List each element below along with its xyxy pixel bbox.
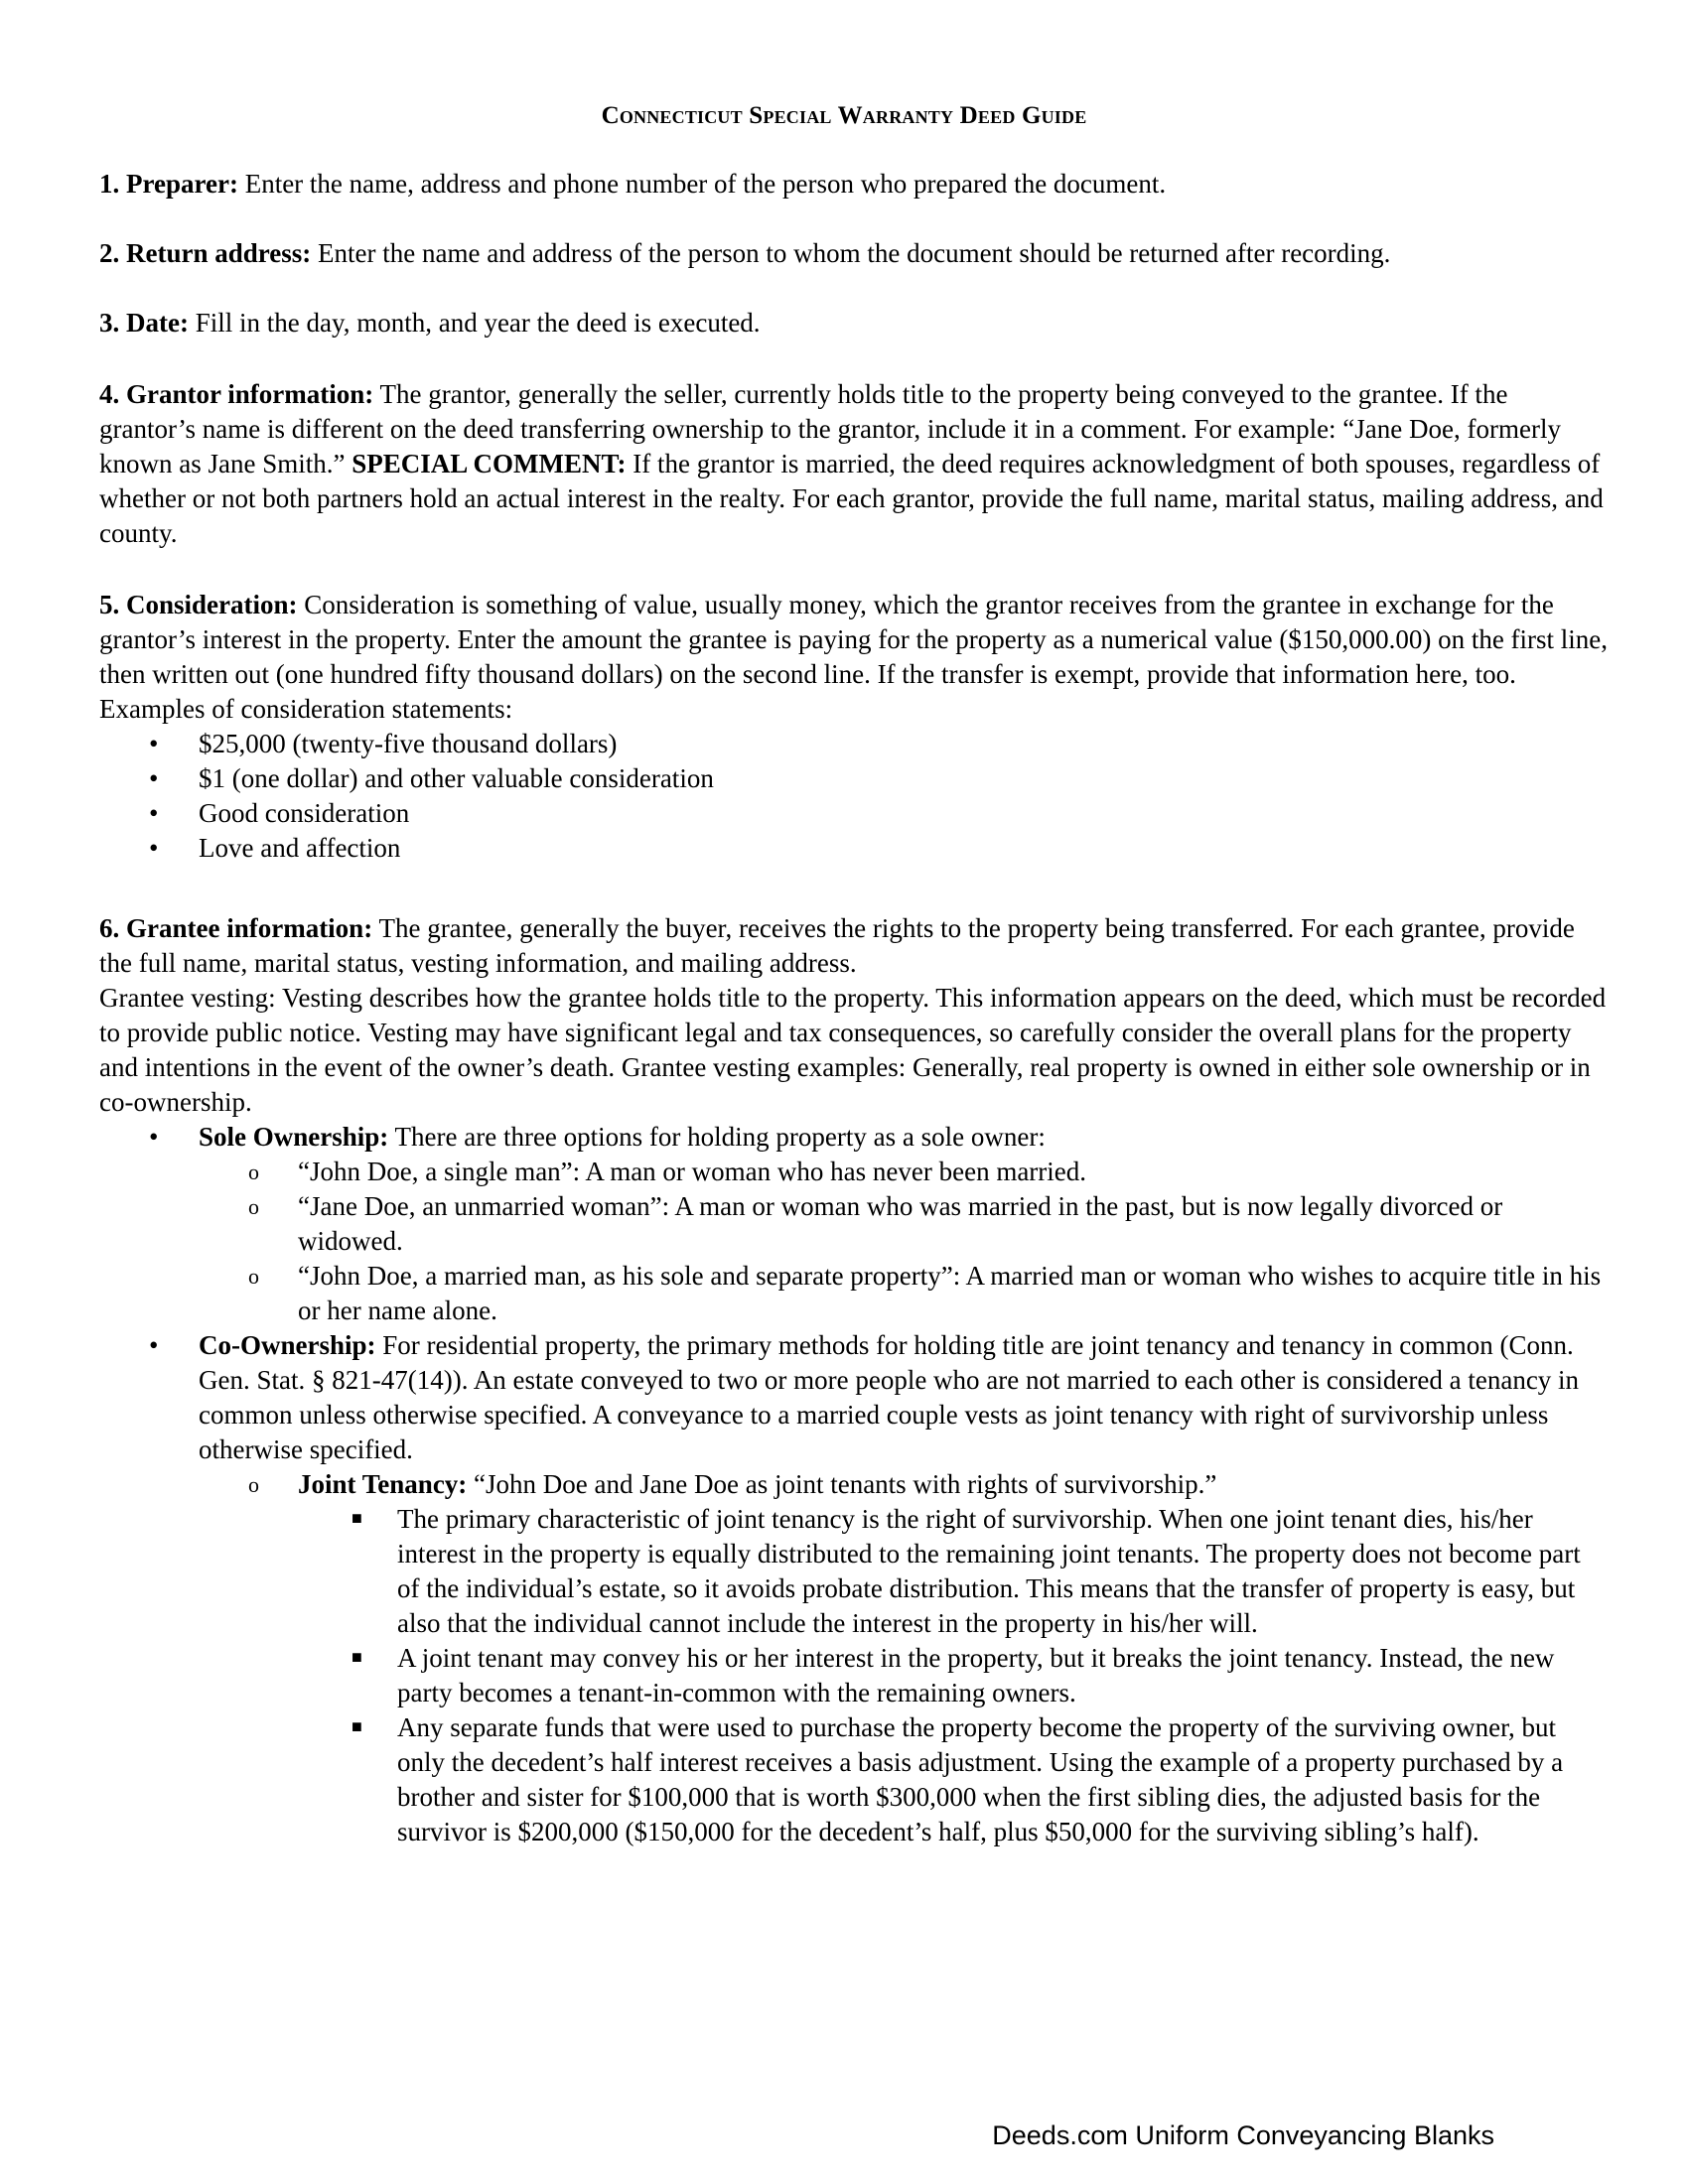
consideration-label: 5. Consideration: [99, 590, 298, 619]
joint-tenancy-label: Joint Tenancy: [298, 1469, 468, 1499]
grantee-vesting: Grantee vesting: Vesting describes how the grantee holds title to the property. This information appears on the deed, which must be recorded to provide public notice. Vesting may have significant legal and tax consequences, so carefully consider the overall plans for the property and intentions in the event of the owner’s death. Grantee vesting examples: Generally, real property is owned in either sole ownership or in co-ownership. [99, 983, 1607, 1117]
consideration-text: Consideration is something of value, usually money, which the grantor receives from the grantee in exchange for the grantor’s interest in the property. Enter the amount the grantee is paying for the property as a numerical value ($150,000.00) on the first line, then written out (one hundred fifty thousand dollars) on the second line. If the transfer is exempt, provide that information here, too. Examples of consideration statements: [99, 590, 1609, 724]
circle-bullet-icon: o [248, 1160, 259, 1184]
list-item: o “John Doe, a single man”: A man or woman who has never been married. [99, 1155, 1609, 1189]
section-grantor [99, 377, 1609, 551]
list-item: • Love and affection [99, 831, 1609, 866]
bullet-icon: • [149, 1330, 159, 1360]
bullet-icon: • [149, 798, 159, 828]
sole-ownership-item [99, 1120, 1609, 1328]
consideration-examples [99, 727, 1609, 866]
co-ownership-label: Co-Ownership: [199, 1330, 376, 1360]
sole-ownership-label: Sole Ownership: [199, 1122, 389, 1152]
return-address-text: Enter the name and address of the person to whom the document should be returned after recording. [311, 238, 1391, 268]
bullet-icon: • [149, 833, 159, 863]
bullet-icon: • [149, 729, 159, 758]
section-consideration [99, 588, 1609, 866]
co-ownership-options [99, 1467, 1609, 1849]
square-bullet-icon: ■ [352, 1647, 362, 1667]
grantee-text: The grantee, generally the buyer, receives the rights to the property being transferred. For each grantee, provide the full name, marital status, vesting information, and mailing address. [99, 913, 1575, 978]
joint-tenancy-points [99, 1502, 1609, 1849]
section-grantee [99, 911, 1609, 1849]
list-item: • $25,000 (twenty-five thousand dollars) [99, 727, 1609, 761]
joint-tenancy-text: “John Doe and Jane Doe as joint tenants with rights of survivorship.” [467, 1469, 1217, 1499]
preparer-label: 1. Preparer: [99, 169, 238, 199]
joint-tenancy-item [99, 1467, 1609, 1849]
grantor-text-2: If the grantor is married, the deed requires acknowledgment of both spouses, regardless of whether or not both partners hold an actual interest in the realty. For each grantor, provide the full name, marital status, mailing address, and county. [99, 449, 1604, 548]
co-ownership-item [99, 1328, 1609, 1849]
list-item: o “John Doe, a married man, as his sole and separate property”: A married man or woman who wishes to acquire title in his or her name alone. [248, 1261, 1602, 1325]
bullet-icon: • [149, 763, 159, 793]
list-item: • Good consideration [99, 796, 1609, 831]
footer-text: Deeds.com Uniform Conveyancing Blanks [992, 2120, 1494, 2150]
list-item: ■ The primary characteristic of joint tenancy is the right of survivorship. When one joint tenant dies, his/her interest in the property is equally distributed to the remaining joint tenants. The property does not become part of the individual’s estate, so it avoids probate distribution. This means that the transfer of property is easy, but also that the individual cannot include the interest in the property in his/her will. [99, 1502, 1609, 1641]
grantor-label: 4. Grantor information: [99, 379, 374, 409]
circle-bullet-icon: o [248, 1194, 259, 1219]
circle-bullet-icon: o [248, 1264, 259, 1289]
return-address-label: 2. Return address: [99, 238, 312, 268]
document-title: Connecticut Special Warranty Deed Guide [601, 102, 1087, 129]
list-item: • $1 (one dollar) and other valuable consideration [99, 761, 1609, 796]
square-bullet-icon: ■ [352, 1508, 362, 1528]
list-item: o “Jane Doe, an unmarried woman”: A man or woman who was married in the past, but is now legally divorced or widowed. [248, 1191, 1503, 1256]
co-ownership-text: For residential property, the primary methods for holding title are joint tenancy and tenancy in common (Conn. Gen. Stat. § 821-47(14)). An estate conveyed to two or more people who are not married to each other is considered a tenancy in common unless otherwise specified. A conveyance to a married couple vests as joint tenancy with right of survivorship unless otherwise specified. [199, 1330, 1580, 1464]
grantee-label: 6. Grantee information: [99, 913, 373, 943]
list-item: ■ Any separate funds that were used to purchase the property become the property of the surviving owner, but only the decedent’s half interest receives a basis adjustment. Using the example of a property purchased by a brother and sister for $100,000 that is worth $300,000 when the first sibling dies, the adjusted basis for the survivor is $200,000 ($150,000 for the decedent’s half, plus $50,000 for the surviving sibling’s half). [99, 1710, 1609, 1849]
section-date [99, 306, 1609, 341]
sole-ownership-options [99, 1155, 1609, 1328]
section-preparer [99, 167, 1609, 202]
section-return-address [99, 236, 1609, 271]
sole-ownership-text: There are three options for holding property as a sole owner: [388, 1122, 1046, 1152]
bullet-icon: • [149, 1122, 159, 1152]
square-bullet-icon: ■ [352, 1716, 362, 1736]
date-text: Fill in the day, month, and year the deed is executed. [188, 308, 761, 338]
special-comment-label: SPECIAL COMMENT: [352, 449, 627, 478]
ownership-list [99, 1120, 1609, 1849]
grantor-text-1: The grantor, generally the seller, currently holds title to the property being conveyed to the grantee. If the grantor’s name is different on the deed transferring ownership to the grantor, include it in a comment. For example: “Jane Doe, formerly known as Jane Smith.” [99, 379, 1561, 478]
list-item: ■ A joint tenant may convey his or her interest in the property, but it breaks the joint tenancy. Instead, the new party becomes a tenant-in-common with the remaining owners. [99, 1641, 1609, 1710]
circle-bullet-icon: o [248, 1472, 259, 1497]
preparer-text: Enter the name, address and phone number of the person who prepared the document. [237, 169, 1167, 199]
date-label: 3. Date: [99, 308, 189, 338]
